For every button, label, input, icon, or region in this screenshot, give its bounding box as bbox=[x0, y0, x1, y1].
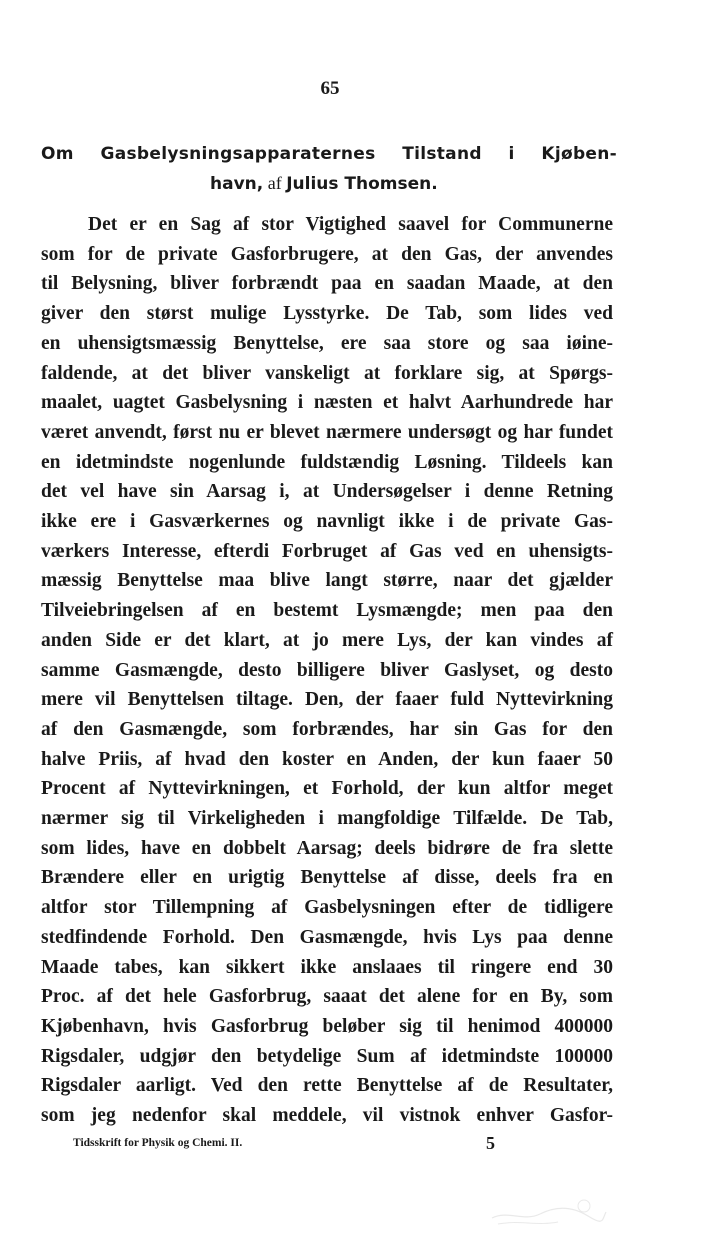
signature-mark: 5 bbox=[486, 1133, 495, 1153]
body-line: Rigsdaler aarligt. Ved den rette Benyttelse af de Resultater, bbox=[41, 1075, 613, 1097]
body-line: halve Priis, af hvad den koster en Anden, der kun faaer 50 bbox=[41, 748, 613, 770]
body-line: Rigsdaler, udgjør den betydelige Sum af idetmindste 100000 bbox=[41, 1045, 613, 1067]
body-line: været anvendt, først nu er blevet nærmere undersøgt og har fundet bbox=[41, 421, 613, 443]
body-line: giver den størst mulige Lysstyrke. De Tab, som lides ved bbox=[41, 303, 613, 325]
body-line: Procent af Nyttevirkningen, et Forhold, der kun altfor meget bbox=[41, 778, 613, 800]
body-line: faldende, at det bliver vanskeligt at forklare sig, at Spørgs- bbox=[41, 362, 613, 384]
body-line: nærmer sig til Virkeligheden i mangfoldige Tilfælde. De Tab, bbox=[41, 808, 613, 830]
body-line: værkers Interesse, efterdi Forbruget af Gas ved en uhensigts- bbox=[41, 540, 613, 562]
heading-place-end: havn, bbox=[210, 174, 264, 194]
article-heading bbox=[41, 140, 617, 199]
body-line: samme Gasmængde, desto billigere bliver Gaslyset, og desto bbox=[41, 659, 613, 681]
body-line: anden Side er det klart, at jo mere Lys, der kan vindes af bbox=[41, 629, 613, 651]
heading-line-1: Om Gasbelysningsapparaternes Tilstand i Kjøben- bbox=[41, 144, 617, 164]
body-line: til Belysning, bliver forbrændt paa en saadan Maade, at den bbox=[41, 273, 613, 295]
heading-author-prefix: af bbox=[263, 173, 287, 193]
heading-line-2 bbox=[41, 169, 617, 199]
body-line: det vel have sin Aarsag i, at Undersøgelser i denne Retning bbox=[41, 481, 613, 503]
body-line: Det er en Sag af stor Vigtighed saavel for Communerne bbox=[88, 214, 613, 235]
body-line: en uhensigtsmæssig Benyttelse, ere saa store og saa iøine- bbox=[41, 332, 613, 354]
faint-stamp-mark bbox=[488, 1196, 608, 1230]
body-line: Tilveiebringelsen af en bestemt Lysmængde; men paa den bbox=[41, 600, 613, 622]
body-line: Maade tabes, kan sikkert ikke anslaaes til ringere end 30 bbox=[41, 956, 613, 978]
body-line: Proc. af det hele Gasforbrug, saaat det alene for en By, som bbox=[41, 986, 613, 1008]
body-line: ikke ere i Gasværkernes og navnligt ikke i de private Gas- bbox=[41, 511, 613, 533]
body-line: Brændere eller en urigtig Benyttelse af disse, deels fra en bbox=[41, 867, 613, 889]
heading-author: Julius Thomsen. bbox=[286, 174, 438, 194]
page-number: 65 bbox=[320, 78, 340, 99]
article-body bbox=[41, 210, 613, 1131]
body-line: stedfindende Forhold. Den Gasmængde, hvis Lys paa denne bbox=[41, 926, 613, 948]
journal-title: Tidsskrift for Physik og Chemi. II. bbox=[73, 1137, 243, 1149]
body-line: mere vil Benyttelsen tiltage. Den, der faaer fuld Nyttevirkning bbox=[41, 689, 613, 711]
body-line: altfor stor Tillempning af Gasbelysningen efter de tidligere bbox=[41, 897, 613, 919]
body-line: mæssig Benyttelse maa blive langt større, naar det gjælder bbox=[41, 570, 613, 592]
body-line: af den Gasmængde, som forbrændes, har sin Gas for den bbox=[41, 718, 613, 740]
body-line: maalet, uagtet Gasbelysning i næsten et halvt Aarhundrede har bbox=[41, 392, 613, 414]
body-line: som lides, have en dobbelt Aarsag; deels bidrøre de fra slette bbox=[41, 837, 613, 859]
body-line: som jeg nedenfor skal meddele, vil vistnok enhver Gasfor- bbox=[41, 1105, 613, 1127]
body-line: en idetmindste nogenlunde fuldstændig Løsning. Tildeels kan bbox=[41, 451, 613, 473]
body-line: som for de private Gasforbrugere, at den Gas, der anvendes bbox=[41, 243, 613, 265]
body-line: Kjøbenhavn, hvis Gasforbrug beløber sig til henimod 400000 bbox=[41, 1015, 613, 1037]
